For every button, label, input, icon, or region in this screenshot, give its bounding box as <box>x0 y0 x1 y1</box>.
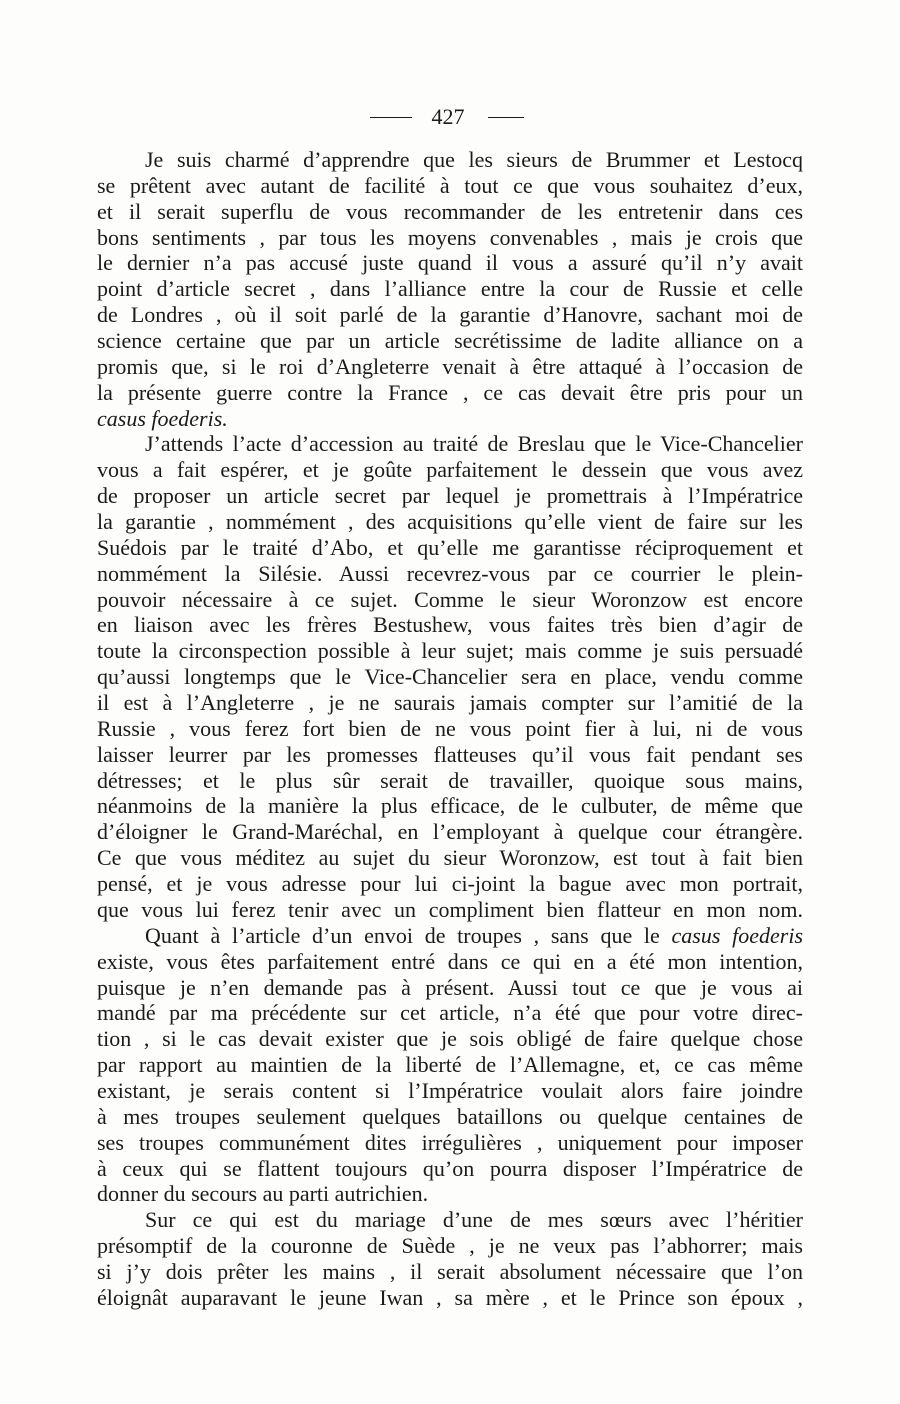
text-line: promis que, si le roi d’Angleterre venait à être attaqué à l’occasion de <box>97 353 803 379</box>
text-line: de Londres , où il soit parlé de la garantie d’Hanovre, sachant moi de <box>97 302 803 328</box>
text-line: Russie , vous ferez fort bien de ne vous point fier à lui, ni de vous <box>97 715 803 741</box>
text-line: détresses; et le plus sûr serait de travailler, quoique sous mains, <box>97 767 803 793</box>
italic-phrase: casus foederis <box>671 922 803 948</box>
text-line: présomptif de la couronne de Suède , je ne veux pas l’abhorrer; mais <box>97 1233 803 1259</box>
text-line: pensé, et je vous adresse pour lui ci-joint la bague avec mon portrait, <box>97 871 803 897</box>
paragraph <box>97 431 803 922</box>
text-line <box>97 406 803 432</box>
paragraph <box>97 1207 803 1310</box>
paragraph <box>97 923 803 1207</box>
text-line: existe, vous êtes parfaitement entré dans ce qui en a été mon intention, <box>97 948 803 974</box>
text-line: tion , si le cas devait exister que je sois obligé de faire quelque chose <box>97 1026 803 1052</box>
text-line: nommément la Silésie. Aussi recevrez-vous par ce courrier le plein- <box>97 560 803 586</box>
text-line: mandé par ma précédente sur cet article, n’a été que pour votre direc- <box>97 1000 803 1026</box>
text-line: pouvoir nécessaire à ce sujet. Comme le sieur Woronzow est encore <box>97 586 803 612</box>
text-line: puisque je n’en demande pas à présent. Aussi tout ce que je vous ai <box>97 974 803 1000</box>
text-line: science certaine que par un article secrétissime de ladite alliance on a <box>97 328 803 354</box>
text-line: à mes troupes seulement quelques bataillons ou quelque centaines de <box>97 1103 803 1129</box>
letter-body <box>97 147 803 1311</box>
italic-phrase: casus foederis. <box>97 405 228 431</box>
text-line: vous a fait espérer, et je goûte parfaitement le dessein que vous avez <box>97 457 803 483</box>
text-line: qu’aussi longtemps que le Vice-Chancelier sera en place, vendu comme <box>97 664 803 690</box>
text-line: par rapport au maintien de la liberté de l’Allemagne, et, ce cas même <box>97 1052 803 1078</box>
page-header <box>0 104 900 130</box>
text-line: la garantie , nommément , des acquisitions qu’elle vient de faire sur les <box>97 509 803 535</box>
text-line: de proposer un article secret par lequel je promettrais à l’Impératrice <box>97 483 803 509</box>
text-line: point d’article secret , dans l’alliance entre la cour de Russie et celle <box>97 276 803 302</box>
text-line: le dernier n’a pas accusé juste quand il vous a assuré qu’il n’y avait <box>97 250 803 276</box>
text-line: éloignât auparavant le jeune Iwan , sa mère , et le Prince son époux , <box>97 1284 803 1310</box>
text-line: laisser leurrer par les promesses flatteuses qu’il vous fait pendant ses <box>97 741 803 767</box>
text-line: ses troupes communément dites irrégulières , uniquement pour imposer <box>97 1129 803 1155</box>
page-number: 427 <box>431 104 465 129</box>
text-line: Je suis charmé d’apprendre que les sieurs de Brummer et Lestocq <box>145 147 803 172</box>
text-line: si j’y dois prêter les mains , il serait absolument nécessaire que l’on <box>97 1258 803 1284</box>
text-line: Sur ce qui est du mariage d’une de mes sœurs avec l’héritier <box>145 1207 803 1233</box>
text-line: Ce que vous méditez au sujet du sieur Woronzow, est tout à fait bien <box>97 845 803 871</box>
text-line: il est à l’Angleterre , je ne saurais jamais compter sur l’amitié de la <box>97 690 803 716</box>
text-line: J’attends l’acte d’accession au traité de Breslau que le Vice-Chancelier <box>145 431 803 457</box>
text-line: bons sentiments , par tous les moyens convenables , mais je crois que <box>97 224 803 250</box>
header-rule-right <box>488 117 524 118</box>
text-line: la présente guerre contre la France , ce cas devait être pris pour un <box>97 379 803 405</box>
text-line: néanmoins de la manière la plus efficace, de le culbuter, de même que <box>97 793 803 819</box>
text-line: existant, je serais content si l’Impératrice voulait alors faire joindre <box>97 1077 803 1103</box>
text-line: à ceux qui se flattent toujours qu’on pourra disposer l’Impératrice de <box>97 1155 803 1181</box>
text-line: toute la circonspection possible à leur sujet; mais comme je suis persuadé <box>97 638 803 664</box>
text-line: se prêtent avec autant de facilité à tout ce que vous souhaitez d’eux, <box>97 172 803 198</box>
text-line: que vous lui ferez tenir avec un compliment bien flatteur en mon nom. <box>97 896 803 922</box>
text-segment: Quant à l’article d’un envoi de troupes , sans que le <box>145 922 672 948</box>
paragraph <box>97 147 803 431</box>
text-line: d’éloigner le Grand-Maréchal, en l’employant à quelque cour étrangère. <box>97 819 803 845</box>
text-line <box>97 923 803 949</box>
text-line: Suédois par le traité d’Abo, et qu’elle me garantisse réciproquement et <box>97 534 803 560</box>
text-line: en liaison avec les frères Bestushew, vous faites très bien d’agir de <box>97 612 803 638</box>
text-line: et il serait superflu de vous recommander de les entretenir dans ces <box>97 198 803 224</box>
text-line: donner du secours au parti autrichien. <box>97 1181 429 1207</box>
